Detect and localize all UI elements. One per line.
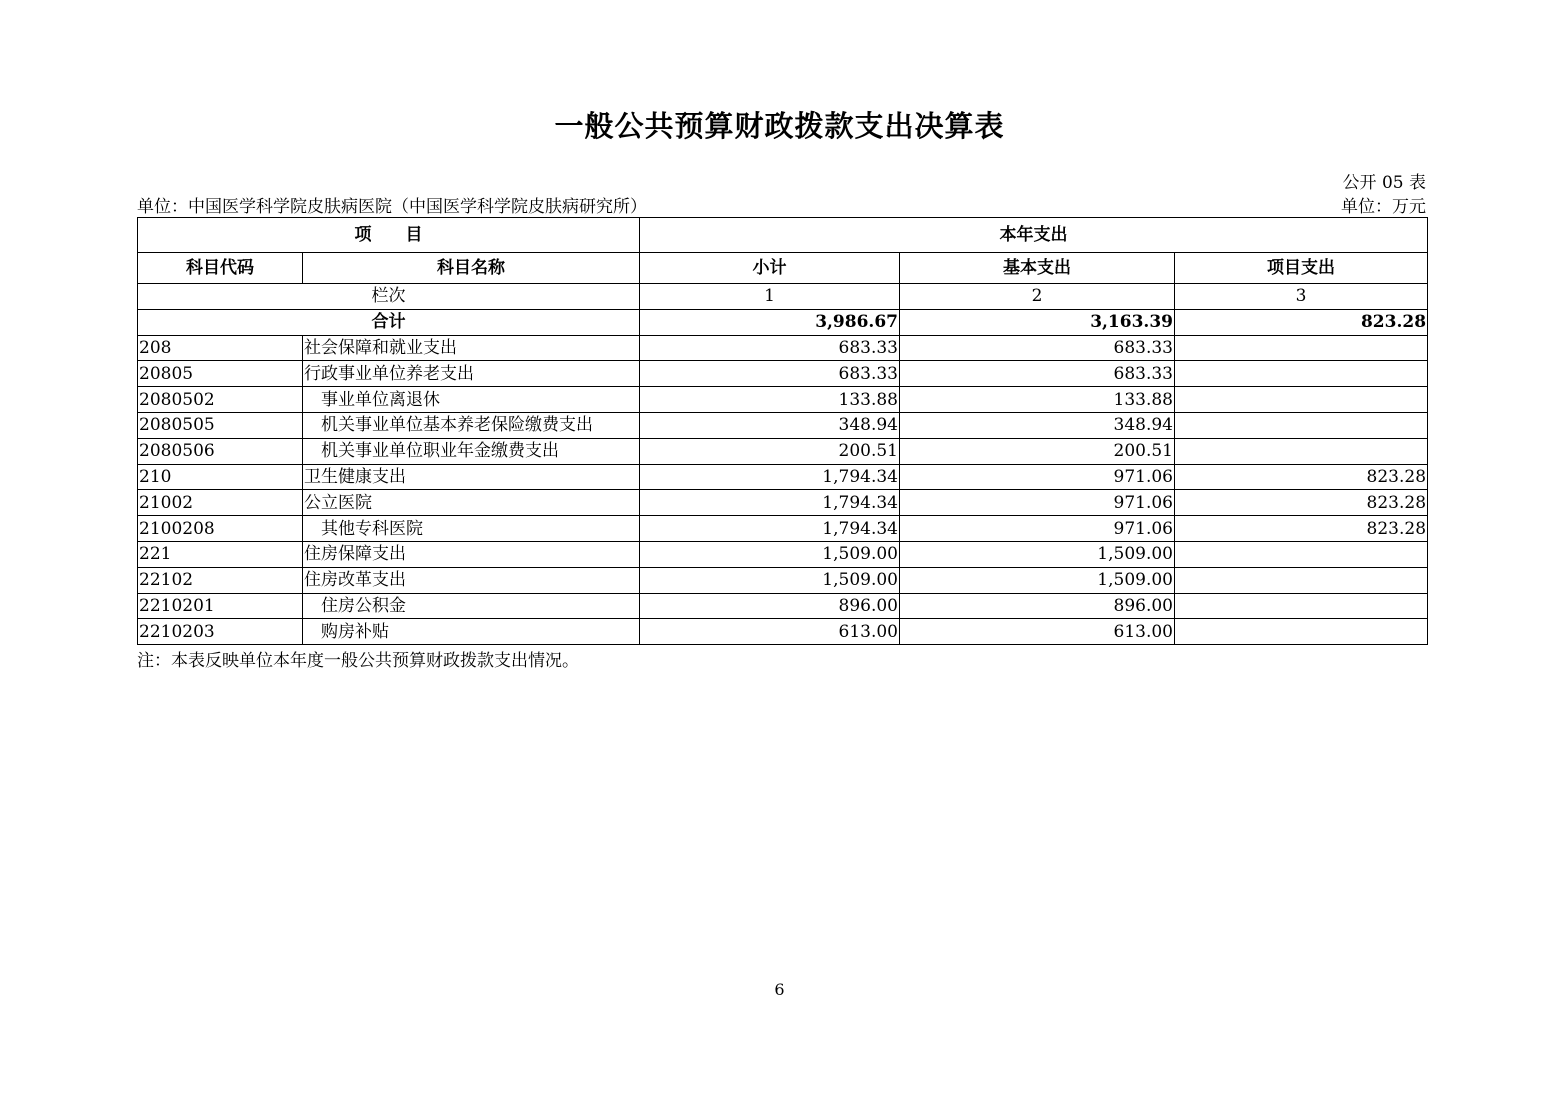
- row-code: 2080506: [138, 438, 303, 464]
- table-note: 注：本表反映单位本年度一般公共预算财政拨款支出情况。: [137, 651, 579, 671]
- table-row: [138, 438, 1428, 464]
- row-code: 2210201: [138, 593, 303, 619]
- header-project: 项目支出: [1175, 253, 1428, 284]
- row-subtotal: 613.00: [640, 619, 900, 645]
- row-name: 住房改革支出: [303, 567, 640, 593]
- row-project: [1175, 593, 1428, 619]
- header-current-year: 本年支出: [640, 218, 1428, 253]
- row-project: [1175, 567, 1428, 593]
- table-row: [138, 541, 1428, 567]
- row-subtotal: 683.33: [640, 361, 900, 387]
- row-code: 210: [138, 464, 303, 490]
- column-index-row: [138, 284, 1428, 310]
- header-item: 项 目: [138, 218, 640, 253]
- row-project: 823.28: [1175, 516, 1428, 542]
- row-code: 2080502: [138, 387, 303, 413]
- header-name: 科目名称: [303, 253, 640, 284]
- row-subtotal: 1,794.34: [640, 490, 900, 516]
- column-index-3: 3: [1175, 284, 1428, 310]
- row-subtotal: 200.51: [640, 438, 900, 464]
- table-row: [138, 387, 1428, 413]
- row-basic: 1,509.00: [900, 567, 1175, 593]
- expenditure-table: [137, 217, 1428, 645]
- row-project: [1175, 412, 1428, 438]
- row-basic: 348.94: [900, 412, 1175, 438]
- row-project: [1175, 619, 1428, 645]
- table-row: [138, 490, 1428, 516]
- table-row: [138, 516, 1428, 542]
- header-code: 科目代码: [138, 253, 303, 284]
- row-code: 208: [138, 335, 303, 361]
- row-subtotal: 896.00: [640, 593, 900, 619]
- table-row: [138, 593, 1428, 619]
- page-number: 6: [774, 980, 785, 999]
- row-name: 其他专科医院: [303, 516, 640, 542]
- row-basic: 683.33: [900, 335, 1175, 361]
- row-code: 221: [138, 541, 303, 567]
- row-basic: 200.51: [900, 438, 1175, 464]
- reporting-unit: 单位：中国医学科学院皮肤病医院（中国医学科学院皮肤病研究所）: [137, 197, 647, 217]
- row-project: [1175, 335, 1428, 361]
- header-basic: 基本支出: [900, 253, 1175, 284]
- row-name: 住房保障支出: [303, 541, 640, 567]
- total-subtotal: 3,986.67: [640, 309, 900, 335]
- row-code: 2080505: [138, 412, 303, 438]
- table-row: [138, 619, 1428, 645]
- header-subtotal: 小计: [640, 253, 900, 284]
- row-subtotal: 348.94: [640, 412, 900, 438]
- table-row: [138, 361, 1428, 387]
- column-label: 栏次: [138, 284, 640, 310]
- total-basic: 3,163.39: [900, 309, 1175, 335]
- row-basic: 683.33: [900, 361, 1175, 387]
- currency-unit: 单位：万元: [1341, 197, 1426, 217]
- row-subtotal: 133.88: [640, 387, 900, 413]
- row-code: 2100208: [138, 516, 303, 542]
- total-label: 合计: [138, 309, 640, 335]
- header-row-2: [138, 253, 1428, 284]
- column-index-2: 2: [900, 284, 1175, 310]
- row-name: 行政事业单位养老支出: [303, 361, 640, 387]
- row-basic: 971.06: [900, 516, 1175, 542]
- table-row: [138, 335, 1428, 361]
- row-basic: 1,509.00: [900, 541, 1175, 567]
- row-code: 21002: [138, 490, 303, 516]
- table-number: 公开 05 表: [1342, 173, 1426, 193]
- row-name: 机关事业单位基本养老保险缴费支出: [303, 412, 640, 438]
- table-row: [138, 464, 1428, 490]
- page-title: 一般公共预算财政拨款支出决算表: [554, 109, 1005, 143]
- row-name: 机关事业单位职业年金缴费支出: [303, 438, 640, 464]
- row-subtotal: 683.33: [640, 335, 900, 361]
- row-basic: 896.00: [900, 593, 1175, 619]
- table-row: [138, 567, 1428, 593]
- row-project: 823.28: [1175, 464, 1428, 490]
- row-basic: 613.00: [900, 619, 1175, 645]
- row-basic: 971.06: [900, 464, 1175, 490]
- row-basic: 133.88: [900, 387, 1175, 413]
- row-project: [1175, 361, 1428, 387]
- row-subtotal: 1,794.34: [640, 464, 900, 490]
- row-project: [1175, 438, 1428, 464]
- row-basic: 971.06: [900, 490, 1175, 516]
- row-code: 20805: [138, 361, 303, 387]
- row-name: 公立医院: [303, 490, 640, 516]
- total-project: 823.28: [1175, 309, 1428, 335]
- row-code: 22102: [138, 567, 303, 593]
- row-code: 2210203: [138, 619, 303, 645]
- total-row: [138, 309, 1428, 335]
- row-name: 住房公积金: [303, 593, 640, 619]
- header-row-1: [138, 218, 1428, 253]
- row-name: 卫生健康支出: [303, 464, 640, 490]
- row-name: 事业单位离退休: [303, 387, 640, 413]
- row-name: 社会保障和就业支出: [303, 335, 640, 361]
- row-project: [1175, 541, 1428, 567]
- row-subtotal: 1,509.00: [640, 541, 900, 567]
- table-row: [138, 412, 1428, 438]
- row-name: 购房补贴: [303, 619, 640, 645]
- row-subtotal: 1,794.34: [640, 516, 900, 542]
- row-project: 823.28: [1175, 490, 1428, 516]
- row-subtotal: 1,509.00: [640, 567, 900, 593]
- row-project: [1175, 387, 1428, 413]
- column-index-1: 1: [640, 284, 900, 310]
